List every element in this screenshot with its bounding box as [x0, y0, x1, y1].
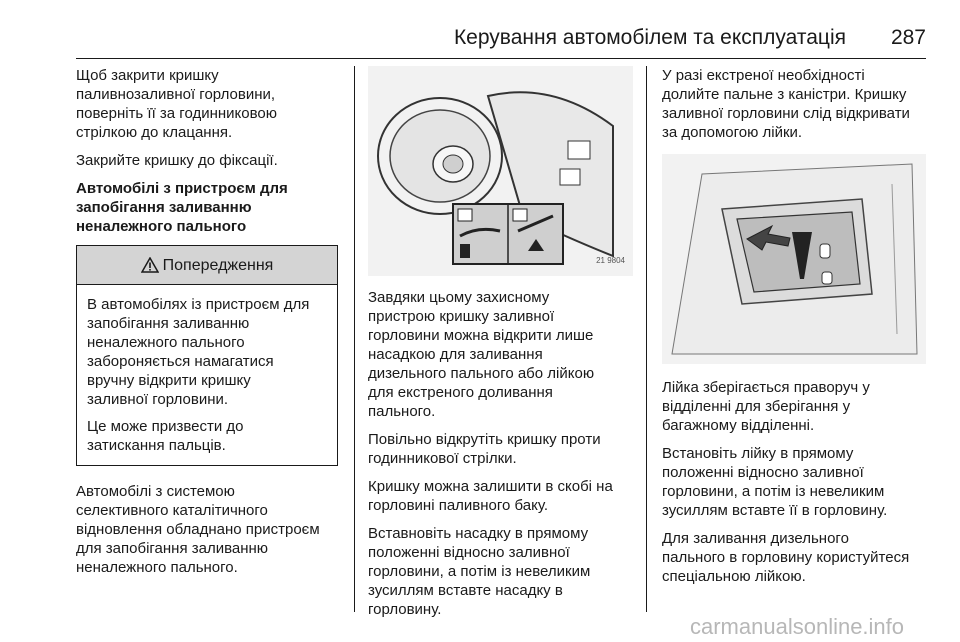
paragraph: Закрийте кришку до фіксації. — [76, 152, 278, 169]
column-divider — [646, 66, 647, 612]
page-header — [76, 26, 926, 59]
warning-text: В автомобілях із пристроєм для запобігання заливанню неналежного пального забороняється намагатися вручну відкрити кришку заливної горловини. — [87, 296, 310, 408]
warning-text: Це може призвести до затискання пальців. — [87, 418, 244, 454]
watermark: carmanualsonline.info — [690, 614, 905, 639]
fuel-filler-illustration — [368, 66, 633, 276]
warning-header — [77, 246, 337, 285]
paragraph: Щоб закрити кришку паливнозаливної горловини, поверніть її за годинниковою стрілкою до клацання. — [76, 67, 278, 141]
paragraph: Кришку можна залишити в скобі на горловині паливного баку. — [368, 478, 613, 514]
warning-triangle-icon — [141, 257, 159, 273]
funnel-storage-figure — [662, 154, 926, 364]
funnel-storage-illustration — [662, 154, 926, 364]
paragraph: Завдяки цьому захисному пристрою кришку заливної горловини можна відкрити лише насадкою для заливання дизельного пального або лійкою для екстреного доливання пального. — [368, 289, 595, 420]
paragraph: Встановіть лійку в прямому положенні відносно заливної горловини, а потім із невеликим зусиллям вставте її в горловину. — [662, 445, 888, 519]
paragraph: Вставновіть насадку в прямому положенні відносно заливної горловини, а потім із невеликим зусиллям вставте насадку в горловину. — [368, 525, 591, 618]
fuel-filler-figure — [368, 66, 633, 276]
paragraph: Автомобілі з системою селективного каталітичного відновлення обладнано пристроєм для запобігання заливанню неналежного пального. — [76, 483, 320, 576]
warning-box — [76, 245, 338, 466]
section-title: Керування автомобілем та експлуатація — [453, 26, 846, 49]
paragraph: Для заливання дизельного пального в горловину користуйтеся спеціальною лійкою. — [662, 530, 910, 585]
paragraph: У разі екстреної необхідності долийте пальне з каністри. Кришку заливної горловини слід відкривати за допомогою лійки. — [662, 67, 910, 141]
column-1 — [76, 66, 348, 586]
section-heading: Автомобілі з пристроєм для запобігання заливанню неналежного пального — [76, 180, 288, 235]
column-3 — [662, 66, 926, 595]
figure-id: 21 9804 — [596, 256, 625, 265]
column-divider — [354, 66, 355, 612]
paragraph: Повільно відкрутіть кришку проти годинникової стрілки. — [368, 431, 601, 467]
warning-title: Попередження — [162, 256, 274, 274]
warning-body — [77, 285, 337, 465]
paragraph: Лійка зберігається праворуч у відділенні для зберігання у багажному відділенні. — [662, 379, 870, 434]
page-number: 287 — [890, 26, 926, 49]
column-2 — [368, 66, 633, 628]
